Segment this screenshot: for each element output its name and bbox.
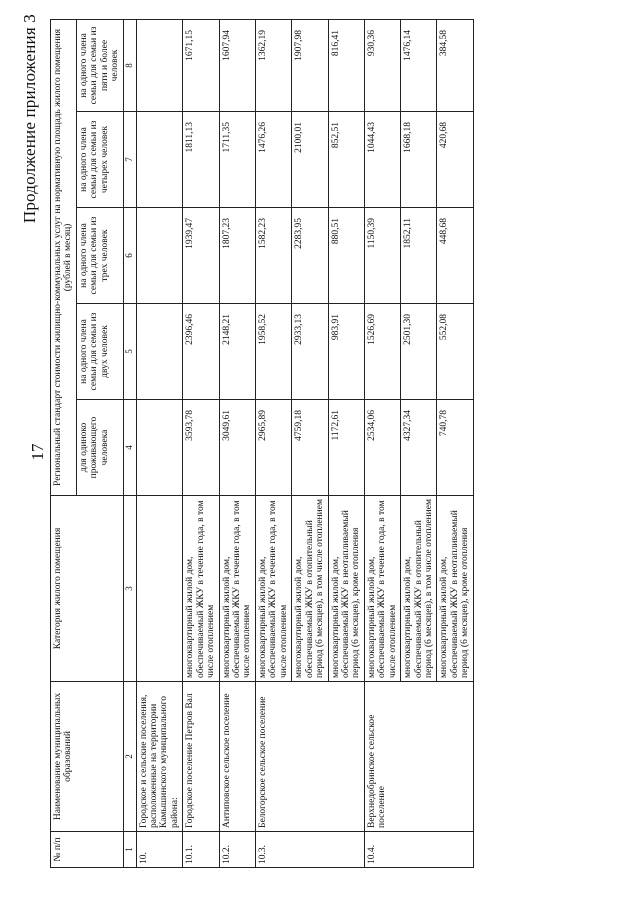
row-category: многоквартирный жилой дом, обеспечиваемый ЖКУ в течение года, в том числе отоплением: [219, 496, 255, 682]
row-v6: [136, 208, 183, 304]
row-num: 10.2.: [219, 832, 255, 868]
row-v8: 930,36: [364, 19, 400, 111]
row-v8: 1362,19: [255, 19, 291, 111]
header-c5: на одного члена семьи для семьи из двух человек: [76, 304, 123, 400]
row-category: многоквартирный жилой дом, обеспечиваемый ЖКУ в течение года, в том числе отоплением: [183, 496, 219, 682]
colnum: 2: [123, 682, 136, 832]
row-v6: 1807,23: [219, 208, 255, 304]
row-v8: 1607,94: [219, 19, 255, 111]
row-v6: 1150,39: [364, 208, 400, 304]
table-row: [219, 19, 255, 867]
row-v8: 1671,15: [183, 19, 219, 111]
column-numbers-row: [123, 19, 136, 867]
row-v5: 983,91: [328, 304, 364, 400]
row-v8: 816,41: [328, 19, 364, 111]
row-v5: [136, 304, 183, 400]
header-group: Региональный стандарт стоимости жилищно-коммунальных услуг на нормативную площадь жилого помещения (рублей в месяц): [51, 19, 77, 495]
row-name: Верхнедобринское сельское поселение: [364, 682, 473, 832]
row-v6: 2283,95: [292, 208, 328, 304]
row-v8: 1907,98: [292, 19, 328, 111]
row-v6: 1852,11: [401, 208, 437, 304]
row-v6: 448,68: [437, 208, 473, 304]
row-v4: [136, 400, 183, 496]
row-v4: 2965,89: [255, 400, 291, 496]
row-v5: 1526,69: [364, 304, 400, 400]
row-category: многоквартирный жилой дом, обеспечиваемый ЖКУ в неотапливаемый период (6 месяцев), кроме отопления: [328, 496, 364, 682]
table-row: [183, 19, 219, 867]
header-c6: на одного члена семьи для семьи из трех человек: [76, 208, 123, 304]
colnum: 7: [123, 112, 136, 208]
row-v4: 2534,06: [364, 400, 400, 496]
row-v5: 1958,52: [255, 304, 291, 400]
row-v6: 1939,47: [183, 208, 219, 304]
header-row-1: [51, 19, 77, 867]
row-category: многоквартирный жилой дом, обеспечиваемый ЖКУ в течение года, в том числе отоплением: [364, 496, 400, 682]
row-name: Белогорское сельское поселение: [255, 682, 364, 832]
row-num: 10.4.: [364, 832, 473, 868]
row-v5: 2148,21: [219, 304, 255, 400]
row-v5: 2501,30: [401, 304, 437, 400]
row-v7: 420,68: [437, 112, 473, 208]
row-category: многоквартирный жилой дом, обеспечиваемый ЖКУ в течение года, в том числе отоплением: [255, 496, 291, 682]
header-c4: для одиноко проживающего человека: [76, 400, 123, 496]
appendix-note: Продолжение приложения 3: [20, 14, 39, 224]
colnum: 4: [123, 400, 136, 496]
row-v7: 2100,01: [292, 112, 328, 208]
row-name: Городское и сельские поселения, расположенные на территории Камышинского муниципального района:: [136, 682, 183, 832]
row-v4: 1172,61: [328, 400, 364, 496]
header-municipality: Наименование муниципальных образований: [51, 682, 124, 832]
row-v7: 1044,43: [364, 112, 400, 208]
header-num: № п/п: [51, 832, 124, 868]
rotated-page: [20, 12, 620, 892]
table-row: [255, 19, 291, 867]
table-row: [364, 19, 400, 867]
row-category: многоквартирный жилой дом, обеспечиваемый ЖКУ в отопительный период (6 месяцев), в том числе отоплением: [292, 496, 328, 682]
row-v7: 1711,35: [219, 112, 255, 208]
colnum: 5: [123, 304, 136, 400]
row-category: многоквартирный жилой дом, обеспечиваемый ЖКУ в неотапливаемый период (6 месяцев), кроме отопления: [437, 496, 473, 682]
row-v7: 1668,18: [401, 112, 437, 208]
colnum: 3: [123, 496, 136, 682]
page-number: 17: [28, 443, 47, 461]
row-category: [136, 496, 183, 682]
row-num: 10.: [136, 832, 183, 868]
row-v5: 2933,13: [292, 304, 328, 400]
row-v4: 740,78: [437, 400, 473, 496]
row-v7: [136, 112, 183, 208]
row-v6: 1582,23: [255, 208, 291, 304]
colnum: 1: [123, 832, 136, 868]
tariff-table: [50, 19, 474, 868]
row-v7: 1476,26: [255, 112, 291, 208]
row-num: 10.3.: [255, 832, 364, 868]
header-c8: на одного члена семьи для семьи из пяти и более человек: [76, 19, 123, 111]
row-name: Городское поселение Петров Вал: [183, 682, 219, 832]
colnum: 8: [123, 19, 136, 111]
header-category: Категория жилого помещения: [51, 496, 124, 682]
table-row: [136, 19, 183, 867]
row-v8: [136, 19, 183, 111]
header-c7: на одного члена семьи для семьи из четырех человек: [76, 112, 123, 208]
row-v7: 852,51: [328, 112, 364, 208]
row-v4: 3049,61: [219, 400, 255, 496]
row-v4: 4759,18: [292, 400, 328, 496]
row-name: Антиповское сельское поселение: [219, 682, 255, 832]
row-num: 10.1.: [183, 832, 219, 868]
row-v5: 2396,46: [183, 304, 219, 400]
row-v7: 1811,13: [183, 112, 219, 208]
row-category: многоквартирный жилой дом, обеспечиваемый ЖКУ в отопительный период (6 месяцев), в том числе отоплением: [401, 496, 437, 682]
row-v4: 4327,34: [401, 400, 437, 496]
row-v4: 3593,78: [183, 400, 219, 496]
row-v6: 880,51: [328, 208, 364, 304]
row-v8: 1476,14: [401, 19, 437, 111]
colnum: 6: [123, 208, 136, 304]
row-v5: 552,08: [437, 304, 473, 400]
row-v8: 384,58: [437, 19, 473, 111]
